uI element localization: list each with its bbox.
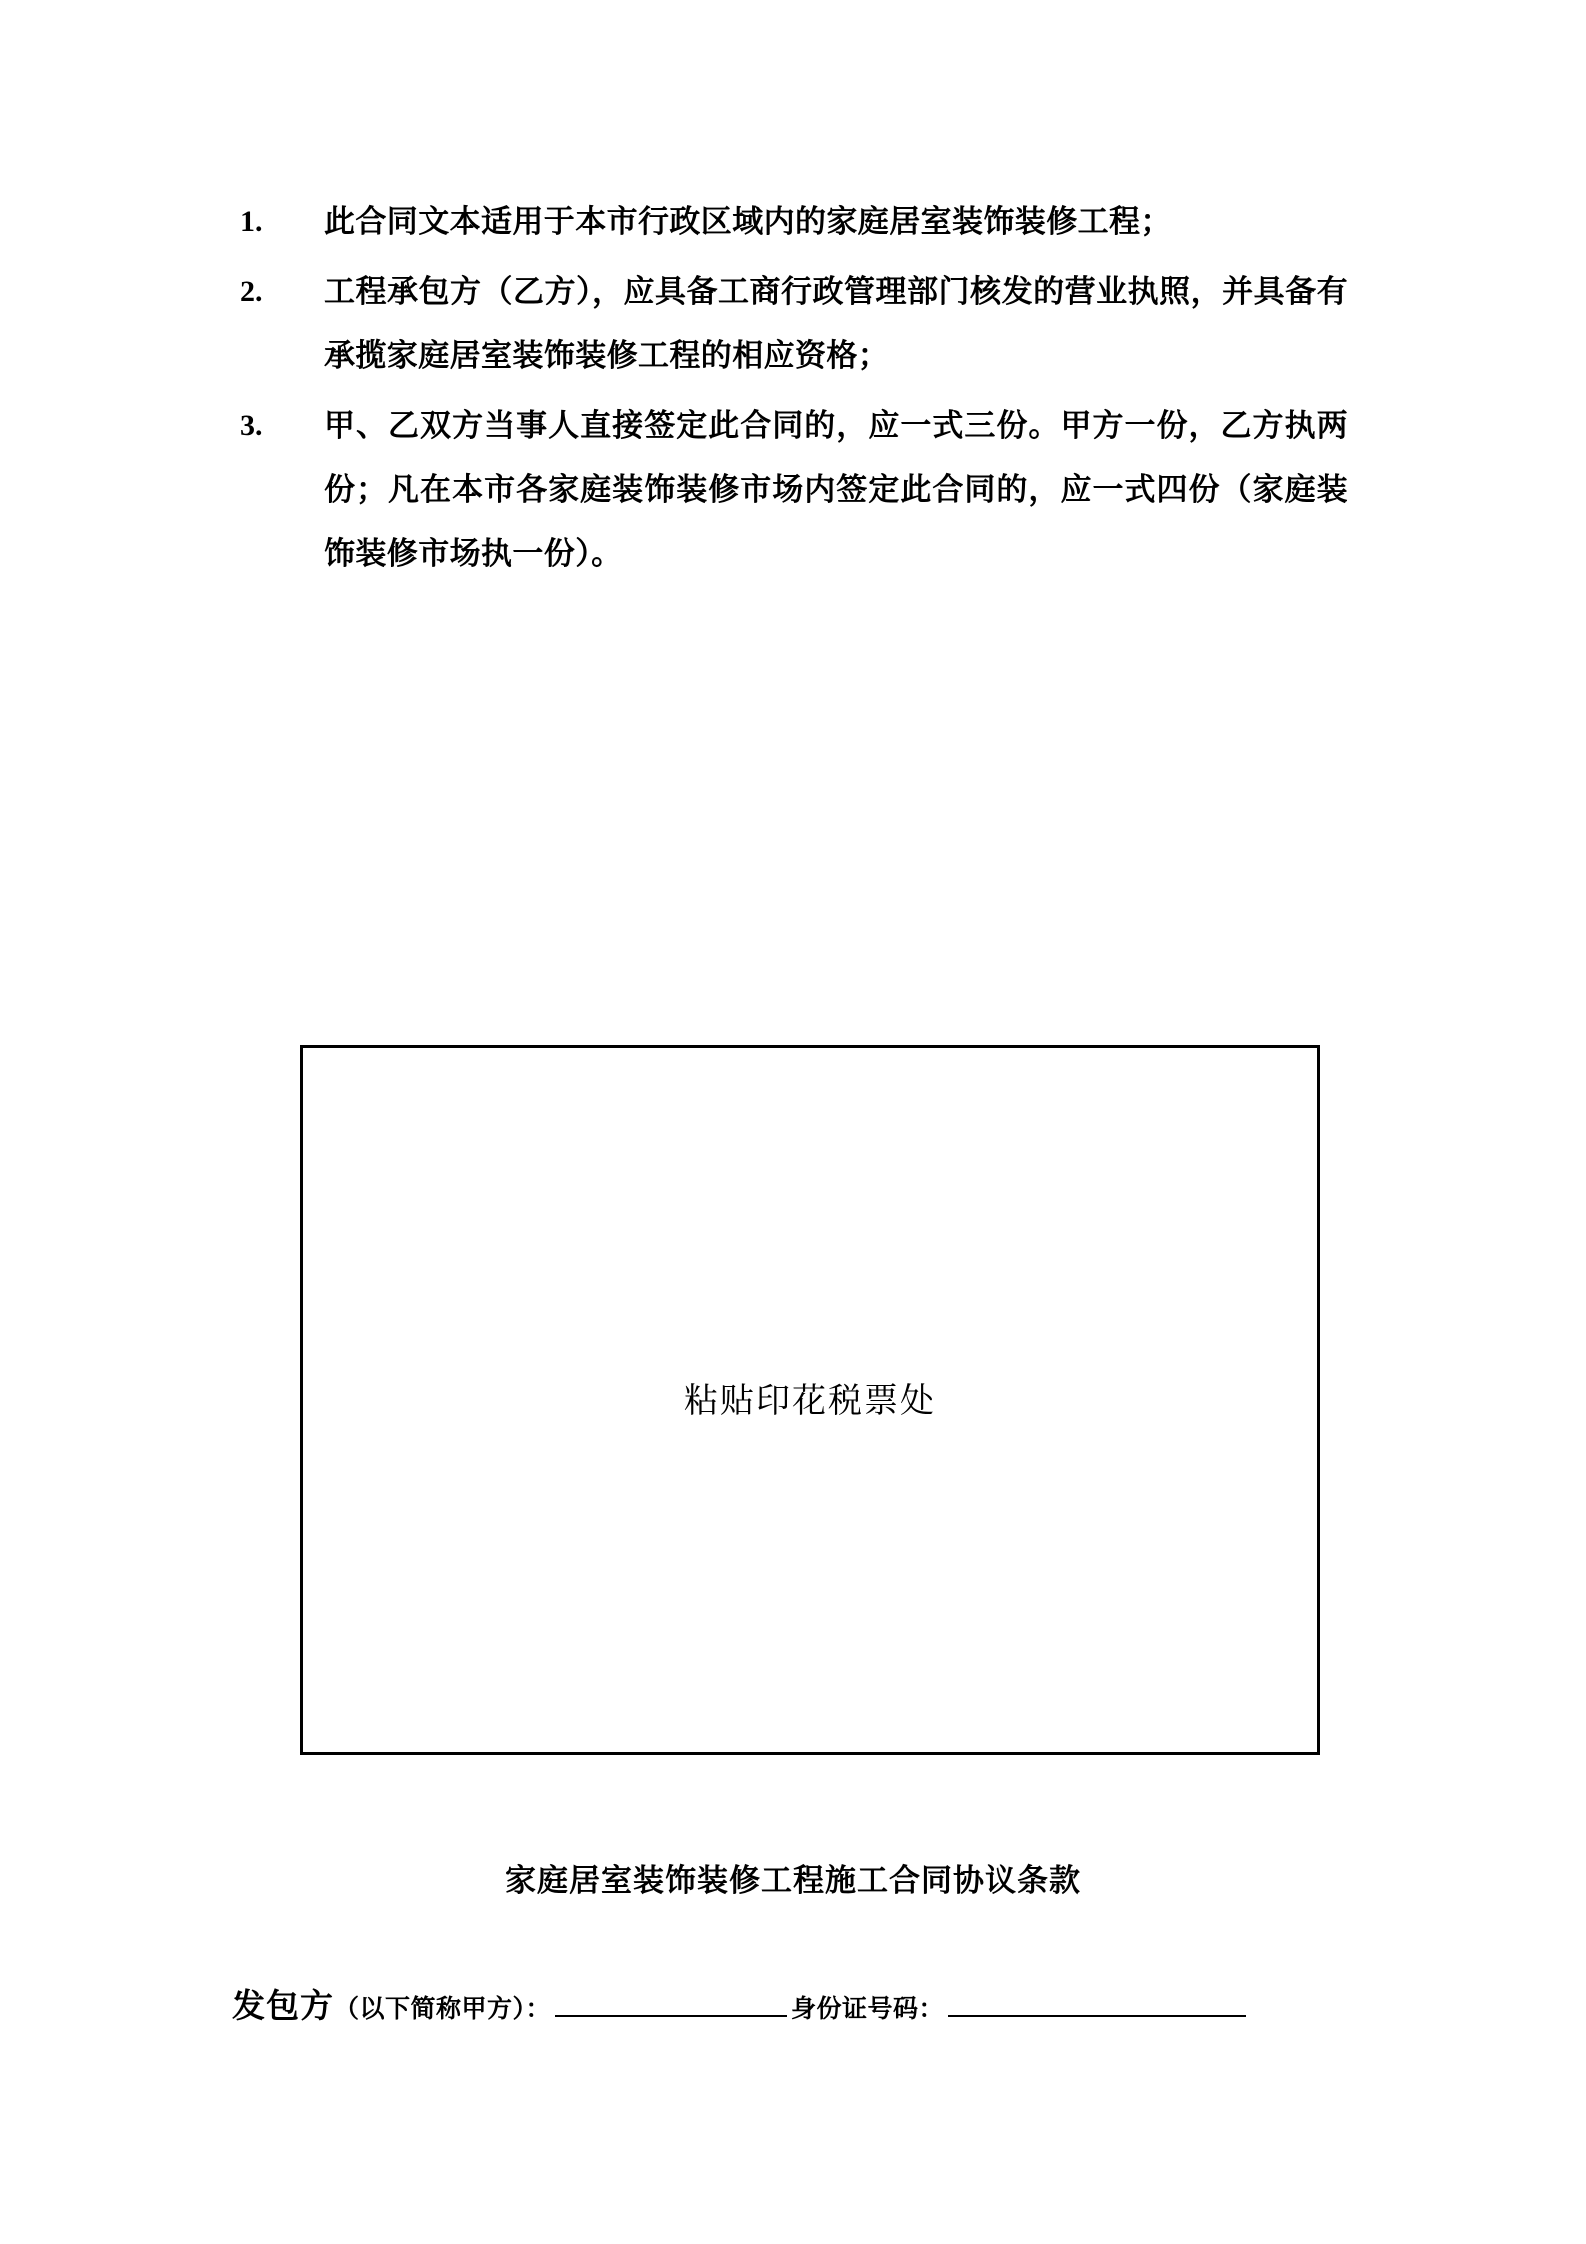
party-a-label: 发包方 xyxy=(232,1986,334,2025)
clause-text: 工程承包方（乙方），应具备工商行政管理部门核发的营业执照，并具备有承揽家庭居室装饰装修工程的相应资格； xyxy=(324,274,1348,374)
clause-text: 此合同文本适用于本市行政区域内的家庭居室装饰装修工程； xyxy=(324,204,1172,240)
clause-list xyxy=(228,190,1348,592)
party-a-field[interactable] xyxy=(555,1985,787,2017)
clause-text: 甲、乙双方当事人直接签定此合同的，应一式三份。甲方一份，乙方执两份；凡在本市各家庭装饰装修市场内签定此合同的，应一式四份（家庭装饰装修市场执一份）。 xyxy=(324,408,1348,572)
clause-number: 3. xyxy=(240,409,263,442)
id-number-label: 身份证号码： xyxy=(791,1994,945,2023)
id-number-field[interactable] xyxy=(948,1985,1246,2017)
clause-number: 1. xyxy=(240,205,263,238)
stamp-paste-box xyxy=(300,1045,1320,1755)
page-title: 家庭居室装饰装修工程施工合同协议条款 xyxy=(505,1863,1081,1899)
party-a-note: （以下简称甲方）： xyxy=(334,1994,552,2023)
list-item xyxy=(228,260,1348,388)
signature-row xyxy=(232,1980,1362,2027)
stamp-box-label: 粘贴印花税票处 xyxy=(684,1383,936,1421)
clause-number: 2. xyxy=(240,275,263,308)
list-item xyxy=(228,394,1348,586)
list-item xyxy=(228,190,1348,254)
